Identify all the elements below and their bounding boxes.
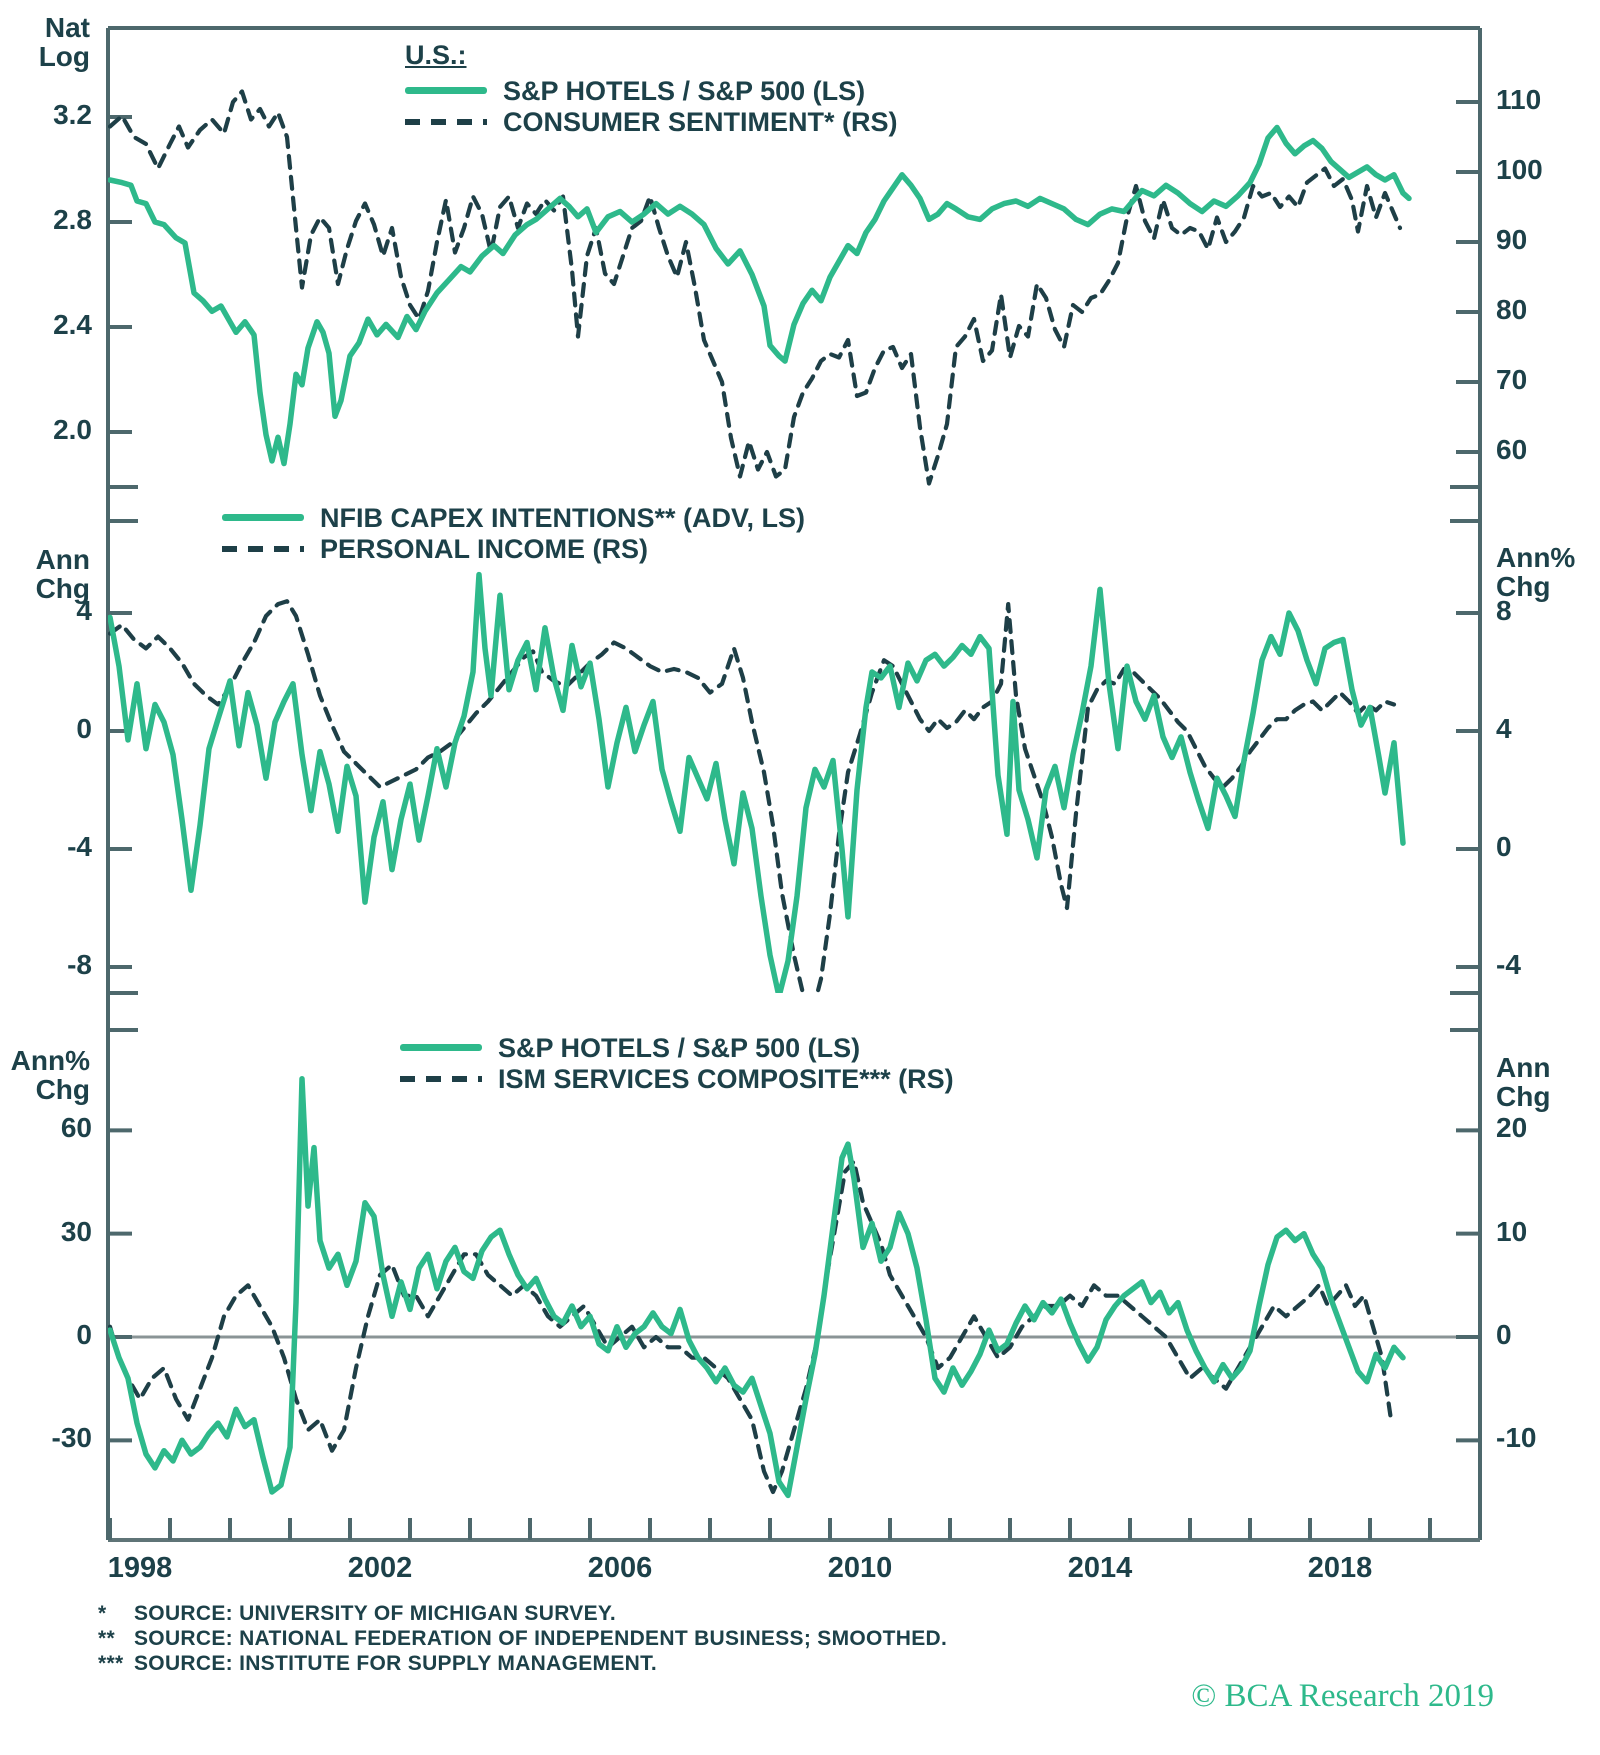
legend-label: NFIB CAPEX INTENTIONS** (ADV, LS) <box>320 502 806 533</box>
footnote-marker: * <box>98 1602 107 1625</box>
y-tick-label-right: 10 <box>1496 1215 1528 1247</box>
y-tick-label-right: 20 <box>1496 1112 1528 1144</box>
legend-item <box>405 106 898 137</box>
legend-label: S&P HOTELS / S&P 500 (LS) <box>503 75 866 106</box>
top-left-axis-title: Nat Log <box>38 12 90 72</box>
legend-label: ISM SERVICES COMPOSITE*** (RS) <box>498 1063 954 1094</box>
legend-item <box>222 502 805 533</box>
legend-label: S&P HOTELS / S&P 500 (LS) <box>498 1032 861 1063</box>
y-tick-label-right: 60 <box>1496 434 1528 465</box>
bottom-right-axis-title: Ann Chg <box>1496 1052 1551 1112</box>
y-tick-label-right: -4 <box>1496 949 1521 980</box>
legend-middle <box>222 502 805 564</box>
y-tick-label-right: 70 <box>1496 364 1528 395</box>
bottom-left-axis-title: Ann% Chg <box>10 1045 90 1105</box>
y-tick-label-right: 4 <box>1496 713 1512 744</box>
y-tick-label-left: 3.2 <box>53 99 92 130</box>
footnote-text: SOURCE: UNIVERSITY OF MICHIGAN SURVEY. <box>134 1602 617 1625</box>
footnotes <box>98 1601 947 1676</box>
x-year-label: 1998 <box>107 1552 173 1584</box>
footnote-text: SOURCE: NATIONAL FEDERATION OF INDEPENDENT BUSINESS; SMOOTHED. <box>134 1627 948 1650</box>
legend-top <box>405 40 898 137</box>
dashed-line-swatch-icon <box>400 1076 482 1082</box>
x-year-label: 2006 <box>587 1552 653 1584</box>
y-tick-label-left: -8 <box>67 949 92 980</box>
y-tick-label-right: -10 <box>1496 1422 1537 1454</box>
y-tick-label-right: 0 <box>1496 831 1512 862</box>
y-tick-label-left: 2.8 <box>53 204 92 235</box>
y-tick-label-right: 8 <box>1496 595 1512 626</box>
legend-item <box>222 533 805 564</box>
legend-heading: U.S.: <box>405 40 467 70</box>
y-tick-label-left: -30 <box>51 1422 92 1454</box>
y-tick-label-left: -4 <box>67 831 92 862</box>
solid-line-swatch-icon <box>222 514 304 521</box>
y-tick-label-left: 2.4 <box>53 309 92 340</box>
footnote <box>98 1601 947 1626</box>
footnote-marker: *** <box>98 1652 124 1675</box>
footnote <box>98 1626 947 1651</box>
y-tick-label-right: 80 <box>1496 294 1528 325</box>
dashed-line-swatch-icon <box>405 119 487 125</box>
y-tick-label-right: 90 <box>1496 224 1528 255</box>
solid-line-swatch-icon <box>400 1044 482 1051</box>
y-tick-label-left: 30 <box>60 1215 92 1247</box>
legend-bottom <box>400 1032 954 1094</box>
footnote-marker: ** <box>98 1627 115 1650</box>
legend-item <box>405 75 898 106</box>
footnote <box>98 1651 947 1676</box>
y-tick-label-left: 60 <box>60 1112 92 1144</box>
legend-item <box>400 1063 954 1094</box>
solid-line-swatch-icon <box>405 87 487 94</box>
middle-right-axis-title: Ann% Chg <box>1496 542 1576 602</box>
y-tick-label-right: 0 <box>1496 1319 1512 1350</box>
y-tick-label-left: 4 <box>76 595 92 626</box>
x-year-label: 2010 <box>827 1552 893 1584</box>
y-tick-label-right: 100 <box>1496 154 1543 185</box>
x-year-label: 2002 <box>347 1552 413 1584</box>
footnote-text: SOURCE: INSTITUTE FOR SUPPLY MANAGEMENT. <box>134 1652 658 1675</box>
y-tick-label-right: 110 <box>1496 84 1542 115</box>
dashed-line-swatch-icon <box>222 546 304 552</box>
y-tick-label-left: 2.0 <box>53 414 92 445</box>
copyright: © BCA Research 2019 <box>1191 1678 1494 1714</box>
legend-item <box>400 1032 954 1063</box>
legend-label: CONSUMER SENTIMENT* (RS) <box>503 106 898 137</box>
x-year-label: 2014 <box>1067 1552 1133 1584</box>
x-year-label: 2018 <box>1307 1552 1373 1584</box>
legend-label: PERSONAL INCOME (RS) <box>320 533 649 564</box>
y-tick-label-left: 0 <box>76 713 92 744</box>
middle-left-axis-title: Ann Chg <box>35 544 90 604</box>
y-tick-label-left: 0 <box>76 1319 92 1350</box>
